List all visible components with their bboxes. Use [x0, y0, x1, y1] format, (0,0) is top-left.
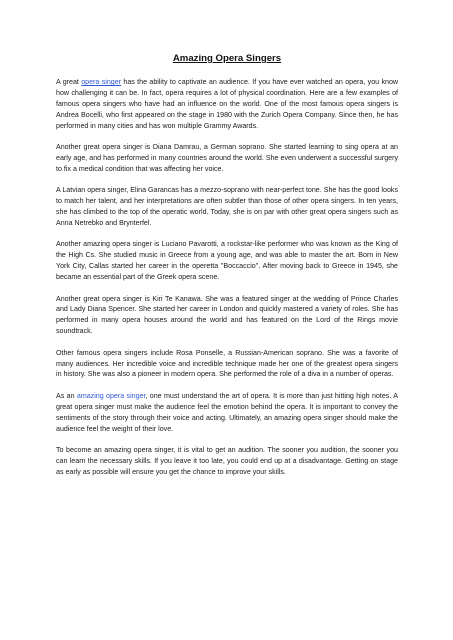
document-title: Amazing Opera Singers [172, 53, 282, 64]
paragraph-luciano-pavarotti: Another amazing opera singer is Luciano Pavarotti, a rockstar-like performer who was known as the King of the High Cs. She studied music in Greece from a young age, and was able to master the art. Born in New York City, Callas started her career in the operetta "Boccaccio". After moving back to Greece in 1945, she became an essential part of the Greek opera scene. [56, 240, 398, 282]
paragraph-diana-damrau: Another great opera singer is Diana Damrau, a German soprano. She started learning to sing opera at an early age, and has performed in many countries around the world. She even underwent a successful surgery to fix a medical condition that was affecting her voice. [56, 143, 398, 173]
paragraph-rosa-ponselle: Other famous opera singers include Rosa Ponselle, a Russian-American soprano. She was a favorite of many audiences. Her incredible voice and incredible technique made her one of the greatest opera singers in history. She was also a pioneer in modern opera. She performed the role of a diva in a number of operas. [56, 348, 398, 379]
paragraph-elina-garancas: A Latvian opera singer, Elina Garancas has a mezzo-soprano with near-perfect tone. She has the good looks to match her talent, and her interpretations are often subtler than those of other opera singers. In ten years, she has climbed to the top of the operatic world. Today, she is on par with other great opera singers such as Anna Netrebko and Brynterfel. [56, 186, 398, 227]
opera-singer-link[interactable]: opera singer [81, 78, 122, 86]
paragraph-art-lead: As an [56, 391, 77, 400]
amazing-opera-singer-link[interactable]: amazing opera singer [76, 391, 146, 400]
paragraph-kiri-te-kanawa: Another great opera singer is Kiri Te Kanawa. She was a featured singer at the wedding of Prince Charles and Lady Diana Spencer. She started her career in London and quickly mastered a variety of roles. She has performed in many opera houses around the world and has featured on the Lord of the Rings movie soundtrack. [56, 294, 398, 336]
paragraph-intro [56, 77, 398, 132]
paragraph-art-of-opera [56, 391, 398, 435]
document-body [56, 53, 398, 488]
paragraph-art-body: , one must understand the art of opera. It is more than just hitting high notes. A great opera singer must make the audience feel the emotion behind the opera. It is important to convey the sentiments of the story through their voice and acting. Ultimately, an amazing opera singer should make the audience feel the weight of their love. [56, 391, 398, 433]
paragraph-intro-body: has the ability to captivate an audience. If you have ever watched an opera, you know how challenging it can be. In fact, opera requires a lot of physical coordination. Here are a few examples of famous opera singers who have had an influence on the world. One of the most famous opera singers is Andrea Bocelli, who first appeared on the stage in 1980 with the Zurich Opera Company. Since then, he has performed in many cities and has won multiple Grammy Awards. [56, 78, 399, 130]
paragraph-intro-lead: A great [56, 78, 82, 86]
paragraph-audition: To become an amazing opera singer, it is vital to get an audition. The sooner you audition, the sooner you can learn the necessary skills. If you leave it too late, you could end up at a disadvantage. Getting on stage as early as possible will ensure you get the chance to improve your skills. [56, 445, 398, 476]
